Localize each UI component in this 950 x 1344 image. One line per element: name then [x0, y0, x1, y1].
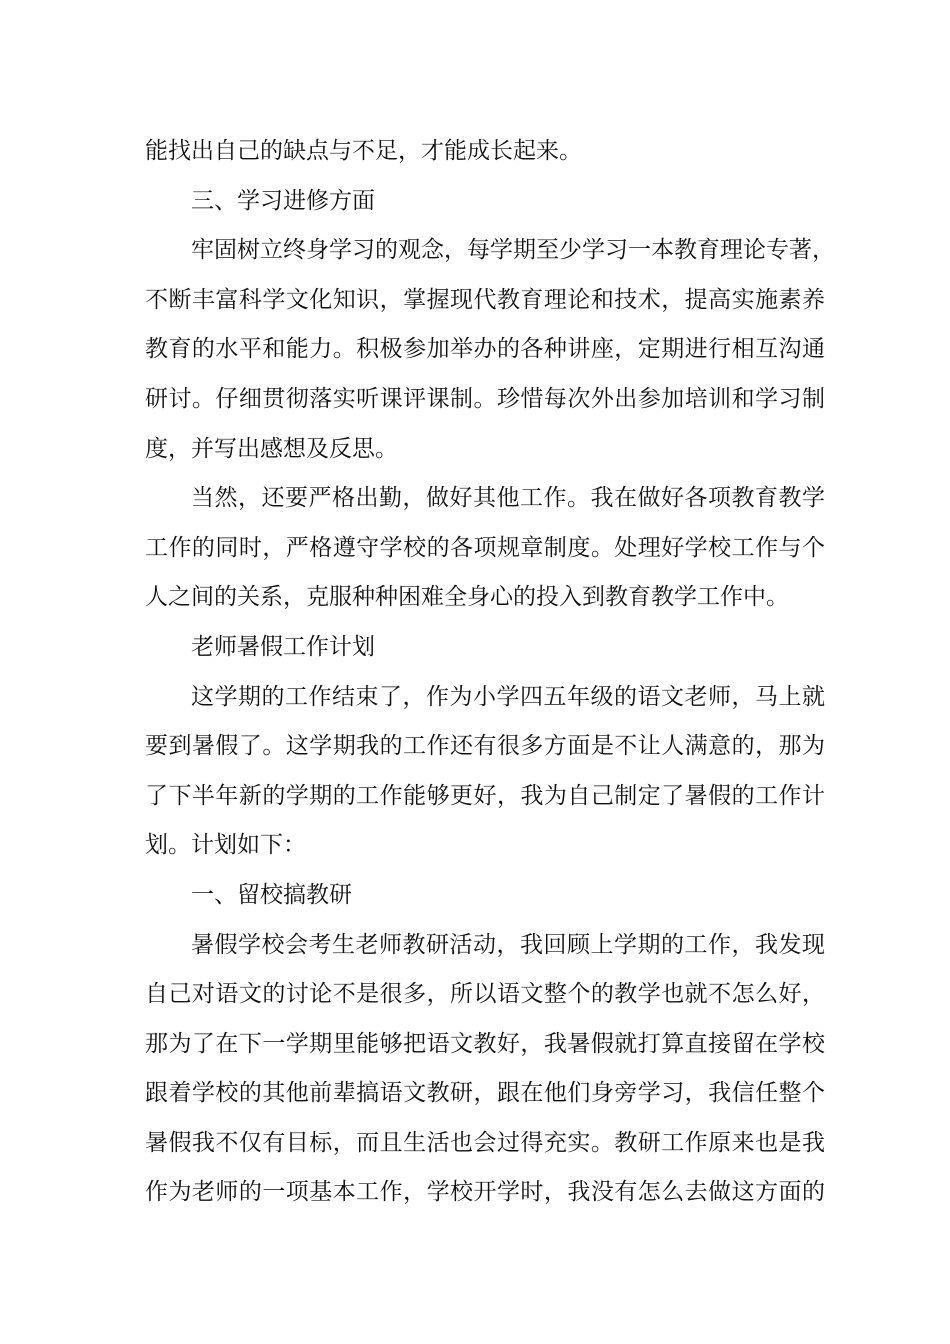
text-line: 暑假我不仅有目标，而且生活也会过得充实。教研工作原来也是我: [145, 1129, 825, 1156]
text-line: 暑假学校会考生老师教研活动，我回顾上学期的工作，我发现: [191, 931, 825, 958]
text-line: 了下半年新的学期的工作能够更好，我为自己制定了暑假的工作计: [145, 782, 825, 809]
text-line: 作为老师的一项基本工作，学校开学时，我没有怎么去做这方面的: [145, 1179, 825, 1206]
text-line: 老师暑假工作计划: [191, 633, 375, 660]
text-line: 度，并写出感想及反思。: [145, 435, 398, 462]
text-line: 能找出自己的缺点与不足，才能成长起来。: [145, 138, 582, 164]
text-line: 这学期的工作结束了，作为小学四五年级的语文老师，马上就: [191, 683, 825, 710]
text-line: 一、留校搞教研: [191, 881, 352, 908]
text-line: 跟着学校的其他前辈搞语文教研，跟在他们身旁学习，我信任整个: [145, 1080, 825, 1107]
text-line: 教育的水平和能力。积极参加举办的各种讲座，定期进行相互沟通: [145, 336, 825, 363]
text-line: 自己对语文的讨论不是很多，所以语文整个的教学也就不怎么好，: [145, 981, 825, 1008]
text-line: 不断丰富科学文化知识，掌握现代教育理论和技术，提高实施素养: [145, 286, 825, 313]
text-line: 牢固树立终身学习的观念，每学期至少学习一本教育理论专著，: [191, 237, 835, 264]
text-line: 研讨。仔细贯彻落实听课评课制。珍惜每次外出参加培训和学习制: [145, 385, 825, 412]
body-text: [145, 127, 835, 1218]
text-line: 三、学习进修方面: [191, 187, 375, 214]
text-line: 工作的同时，严格遵守学校的各项规章制度。处理好学校工作与个: [145, 534, 825, 561]
text-line: 那为了在下一学期里能够把语文教好，我暑假就打算直接留在学校: [145, 1030, 825, 1057]
text-line: 人之间的关系，克服种种困难全身心的投入到教育教学工作中。: [145, 584, 789, 611]
text-line: 划。计划如下：: [145, 832, 306, 859]
text-line: 当然，还要严格出勤，做好其他工作。我在做好各项教育教学: [191, 485, 825, 512]
text-line: 要到暑假了。这学期我的工作还有很多方面是不让人满意的，那为: [145, 733, 825, 760]
